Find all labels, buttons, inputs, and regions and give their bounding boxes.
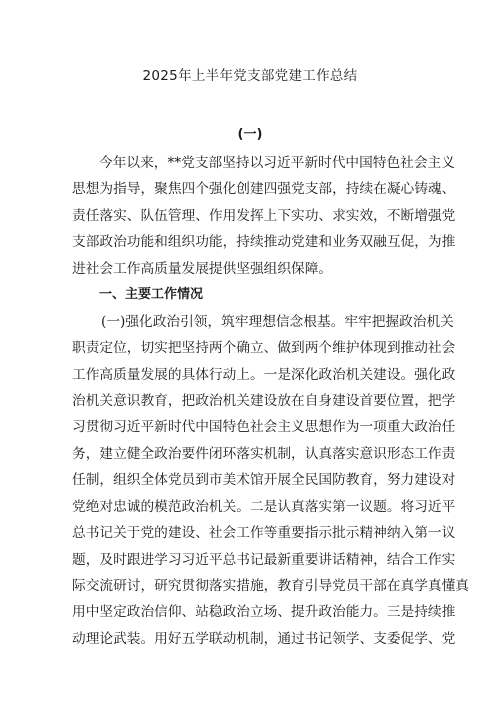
text-line: 治机关意识教育，把政治机关建设放在自身建设首要位置，把学	[72, 392, 456, 409]
text-line: 用中坚定政治信仰、站稳政治立场、提升政治能力。三是持续推	[72, 604, 456, 621]
text-line: 任制，组织全体党员到市美术馆开展全民国防教育，努力建设对	[72, 472, 456, 489]
section-heading: 一、主要工作情况	[99, 287, 204, 303]
text-line: 动理论武装。用好五学联动机制，通过书记领学、支委促学、党	[72, 630, 456, 647]
text-line: 题，及时跟进学习习近平总书记最新重要讲话精神，结合工作实	[72, 551, 456, 568]
text-line: 总书记关于党的建设、社会工作等重要指示批示精神纳入第一议	[72, 525, 456, 542]
text-line: 习贯彻习近平新时代中国特色社会主义思想作为一项重大政治任	[72, 419, 456, 436]
text-line: 进社会工作高质量发展提供坚强组织保障。	[72, 260, 333, 277]
text-line: 职责定位，切实把坚持两个确立、做到两个维护体现到推动社会	[72, 340, 456, 357]
text-line: 工作高质量发展的具体行动上。一是深化政治机关建设。强化政	[72, 366, 456, 383]
text-line: 今年以来，**党支部坚持以习近平新时代中国特色社会主义	[99, 155, 455, 171]
text-line: 责任落实、队伍管理、作用发挥上下实功、求实效，不断增强党	[72, 207, 456, 224]
text-line: (一)强化政治引领，筑牢理想信念根基。牢牢把握政治机关	[101, 313, 454, 330]
document-title: 2025年上半年党支部党建工作总结	[142, 68, 358, 84]
text-line: 务，建立健全政治要件闭环落实机制，认真落实意识形态工作责	[72, 445, 456, 462]
body-text	[72, 150, 469, 652]
text-line: 党绝对忠诚的模范政治机关。二是认真落实第一议题。将习近平	[72, 498, 456, 515]
text-line: 支部政治功能和组织功能，持续推动党建和业务双融互促，为推	[72, 234, 456, 251]
text-line: 思想为指导，聚焦四个强化创建四强党支部，持续在凝心铸魂、	[72, 181, 456, 198]
text-line: 际交流研讨，研究贯彻落实措施，教育引导党员干部在真学真懂真	[72, 578, 469, 594]
section-number: (一)	[237, 127, 263, 142]
